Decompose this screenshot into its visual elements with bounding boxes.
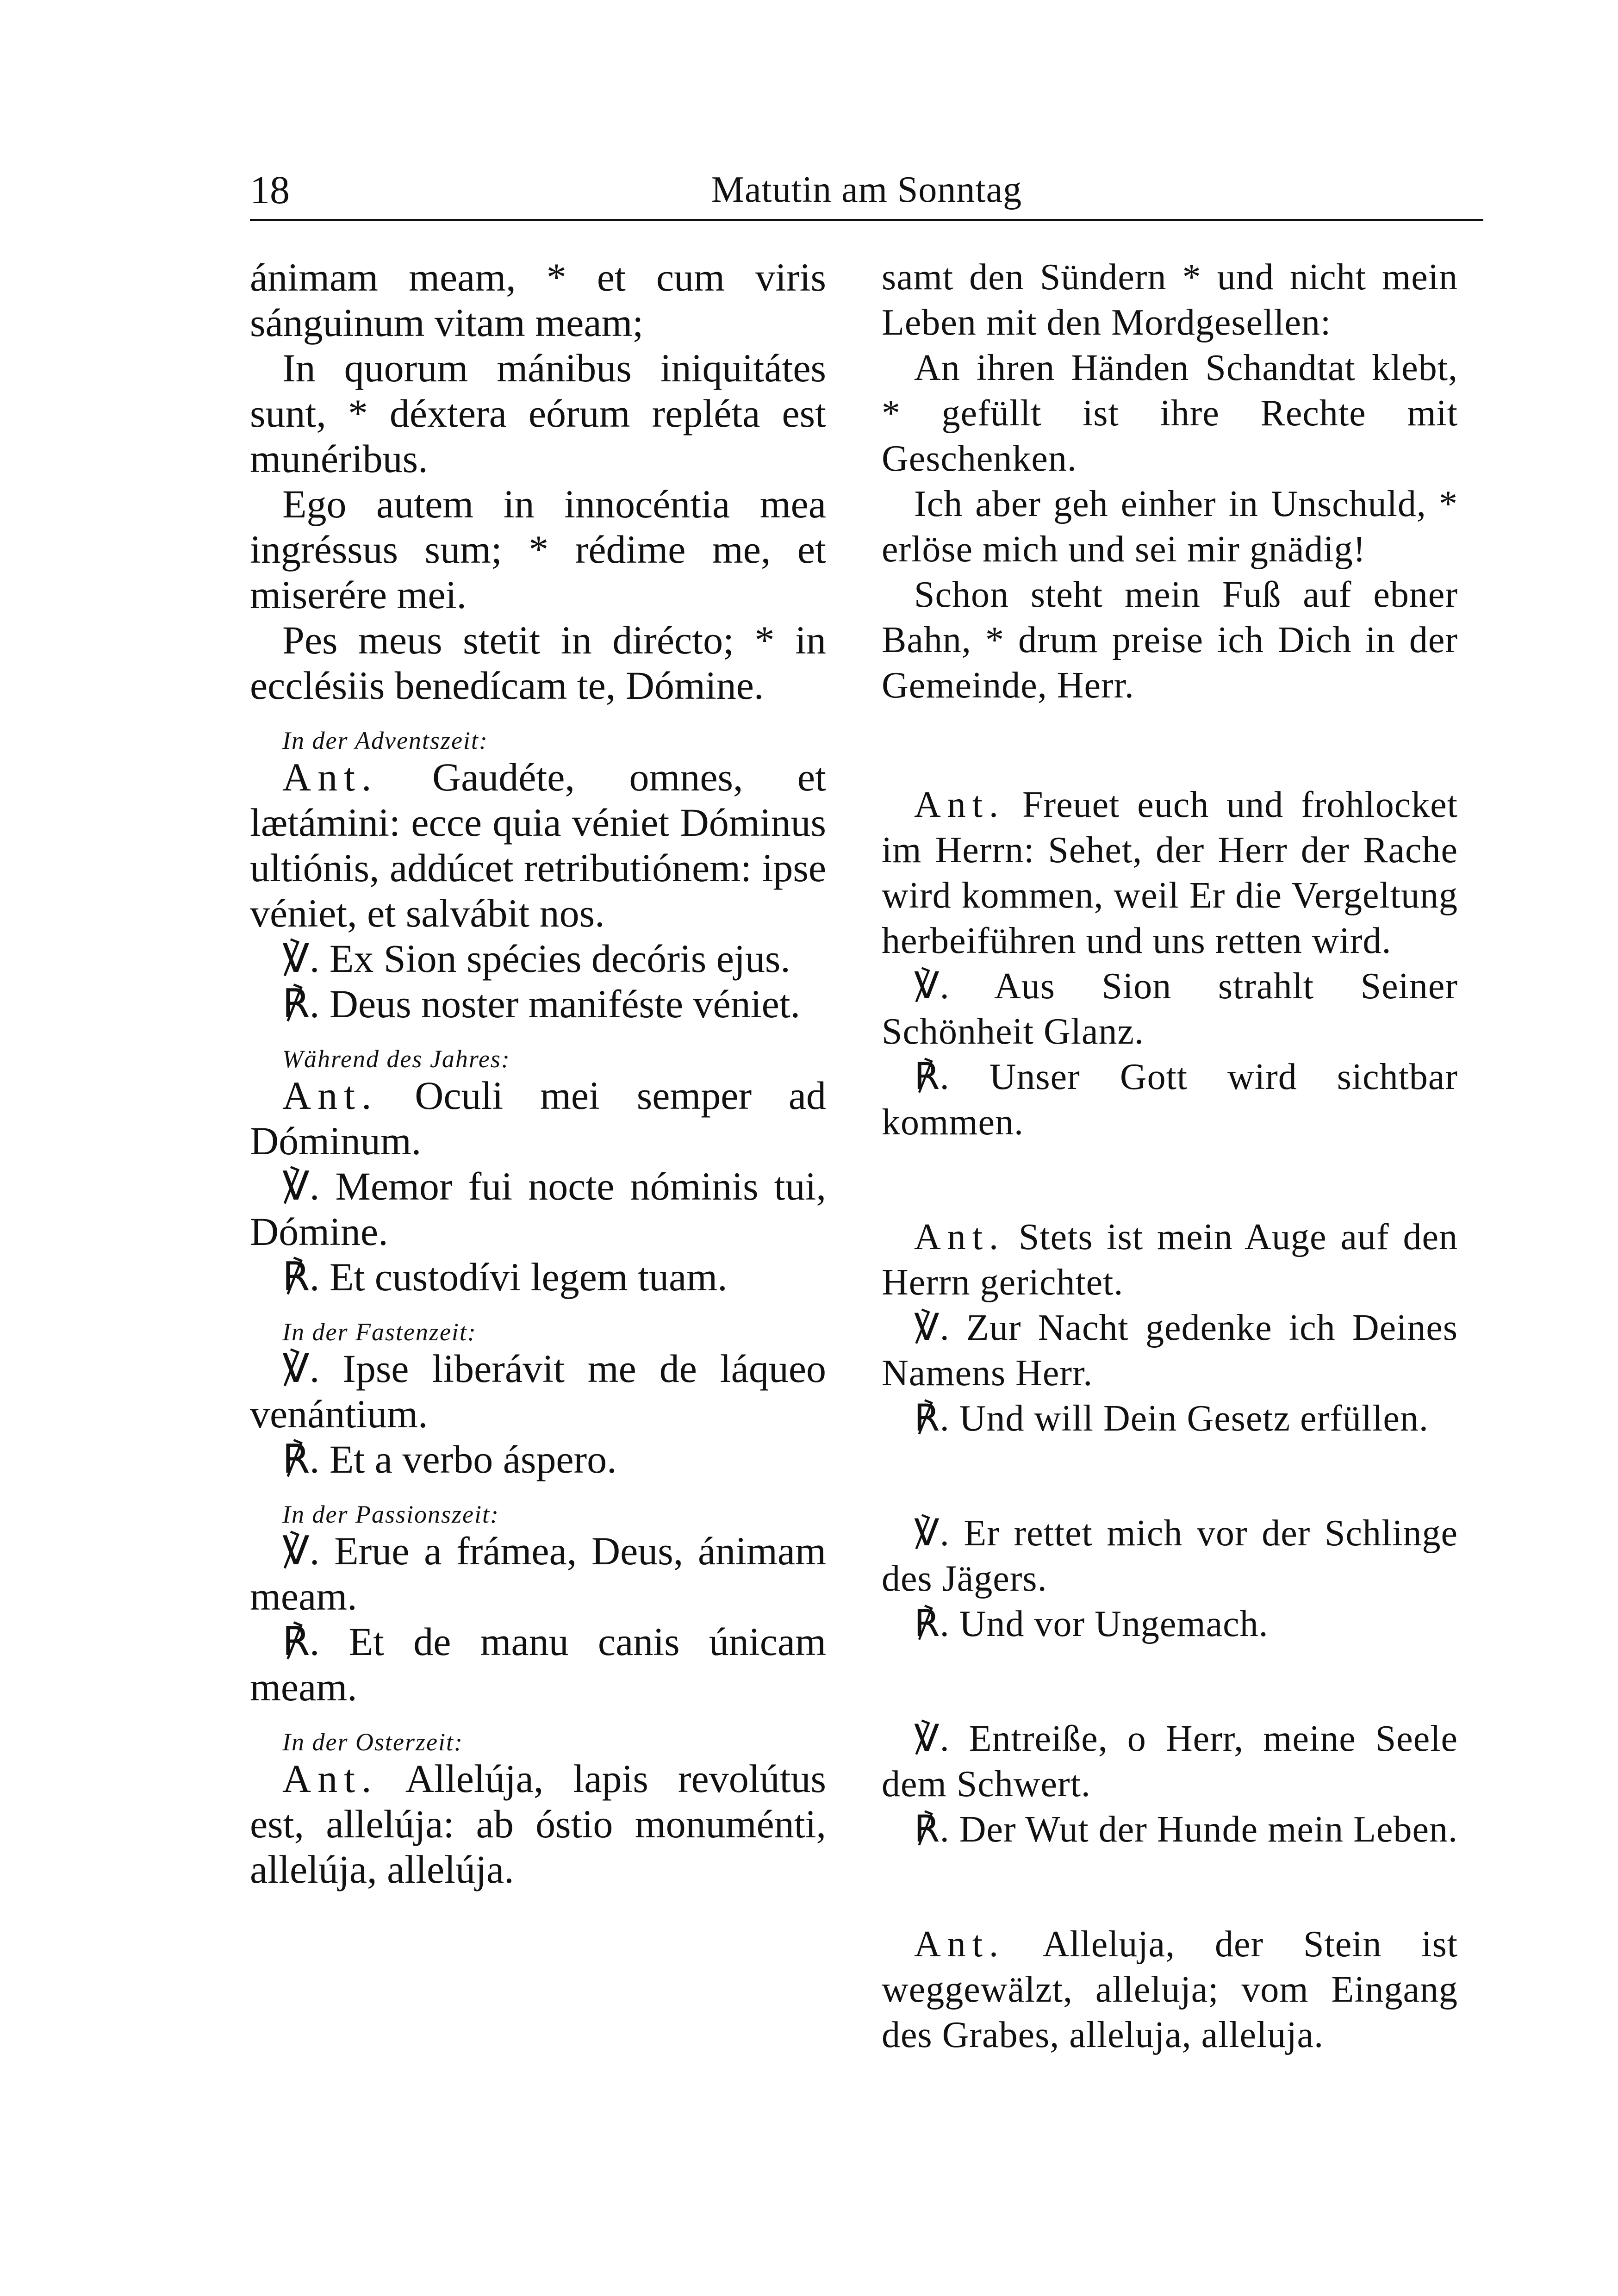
german-psalm-verse-4: Schon steht mein Fuß auf ebner Bahn, * drum preise ich Dich in der Gemeinde, Herr. (882, 574, 1458, 706)
rubric-year: Während des Jahres: (282, 1045, 510, 1073)
german-passion-versicle: ℣. Entreiße, o Herr, meine Seele dem Schwert. (882, 1718, 1458, 1804)
rubric-lent: In der Fastenzeit: (282, 1318, 477, 1346)
german-column (882, 255, 1458, 2058)
page-header (250, 164, 1483, 221)
antiphon-text: Stets ist mein Auge auf den Herrn gerichtet. (882, 1217, 1458, 1303)
antiphon-label: Ant. (914, 1217, 1005, 1257)
german-lent-response: ℟. Und vor Ungemach. (914, 1604, 1269, 1644)
german-advent-antiphon (882, 782, 1458, 964)
antiphon-text: Freuet euch und frohlocket im Herrn: Sehet, der Herr der Rache wird kommen, weil Er die Vergeltung herbeiführen und uns retten wird. (882, 784, 1458, 961)
german-year-versicle: ℣. Zur Nacht gedenke ich Deines Namens Herr. (882, 1307, 1458, 1394)
latin-lent-response: ℟. Et a verbo áspero. (282, 1437, 617, 1481)
latin-year-response: ℟. Et custodívi legem tuam. (282, 1255, 728, 1299)
latin-psalm-verse-1: ánimam meam, * et cum viris sánguinum vitam meam; (250, 255, 826, 345)
antiphon-text: Allelúja, lapis revolútus est, allelúja: ab óstio monuménti, allelúja, allelúja. (250, 1756, 826, 1892)
latin-passion-response: ℟. Et de manu canis únicam meam. (250, 1619, 826, 1709)
german-year-antiphon (882, 1214, 1458, 1305)
rubric-easter: In der Osterzeit: (282, 1728, 463, 1756)
german-advent-response: ℟. Unser Gott wird sichtbar kommen. (882, 1057, 1458, 1143)
latin-passion-versicle: ℣. Erue a frámea, Deus, ánimam meam. (250, 1529, 826, 1618)
latin-column (250, 255, 826, 1892)
running-title: Matutin am Sonntag (711, 169, 1022, 210)
latin-easter-antiphon (250, 1756, 826, 1892)
german-advent-versicle: ℣. Aus Sion strahlt Seiner Schönheit Glanz. (882, 966, 1458, 1052)
antiphon-label: Ant. (914, 784, 1005, 825)
latin-advent-versicle: ℣. Ex Sion spécies decóris ejus. (282, 936, 790, 981)
latin-advent-response: ℟. Deus noster maniféste véniet. (282, 982, 801, 1026)
german-lent-versicle: ℣. Er rettet mich vor der Schlinge des Jägers. (882, 1513, 1458, 1599)
antiphon-label: Ant. (914, 1924, 1005, 1965)
rubric-advent: In der Adventszeit: (282, 727, 488, 754)
german-passion-response: ℟. Der Wut der Hunde mein Leben. (914, 1809, 1458, 1850)
latin-psalm-verse-2: In quorum mánibus iniquitátes sunt, * déxtera eórum repléta est munéribus. (250, 346, 826, 481)
german-easter-antiphon (882, 1922, 1458, 2058)
antiphon-label: Ant. (282, 755, 378, 799)
antiphon-text: Gaudéte, omnes, et lætámini: ecce quia véniet Dóminus ultiónis, addúcet retributiónem: ipse véniet, et salvábit nos. (250, 755, 826, 935)
page-number: 18 (250, 168, 290, 212)
latin-psalm-verse-4: Pes meus stetit in dirécto; * in ecclésiis benedícam te, Dómine. (250, 618, 826, 708)
latin-year-antiphon (250, 1073, 826, 1164)
antiphon-text: Oculi mei semper ad Dóminum. (250, 1073, 826, 1163)
antiphon-text: Alleluja, der Stein ist weggewälzt, alleluja; vom Eingang des Grabes, alleluja, alleluja. (882, 1924, 1458, 2055)
german-psalm-verse-2: An ihren Händen Schandtat klebt, * gefüllt ist ihre Rechte mit Geschenken. (882, 348, 1458, 479)
german-psalm-verse-1: samt den Sündern * und nicht mein Leben mit den Mordgesellen: (882, 257, 1458, 343)
antiphon-label: Ant. (282, 1073, 378, 1118)
latin-advent-antiphon (250, 754, 826, 936)
rubric-passion: In der Passionszeit: (282, 1500, 499, 1528)
latin-psalm-verse-3: Ego autem in innocéntia mea ingréssus sum; * rédime me, et miserére mei. (250, 482, 826, 617)
german-year-response: ℟. Und will Dein Gesetz erfüllen. (914, 1398, 1429, 1439)
latin-year-versicle: ℣. Memor fui nocte nóminis tui, Dómine. (250, 1164, 826, 1254)
german-psalm-verse-3: Ich aber geh einher in Unschuld, * erlöse mich und sei mir gnädig! (882, 484, 1458, 570)
latin-lent-versicle: ℣. Ipse liberávit me de láqueo venántium. (250, 1346, 826, 1436)
antiphon-label: Ant. (282, 1756, 378, 1801)
